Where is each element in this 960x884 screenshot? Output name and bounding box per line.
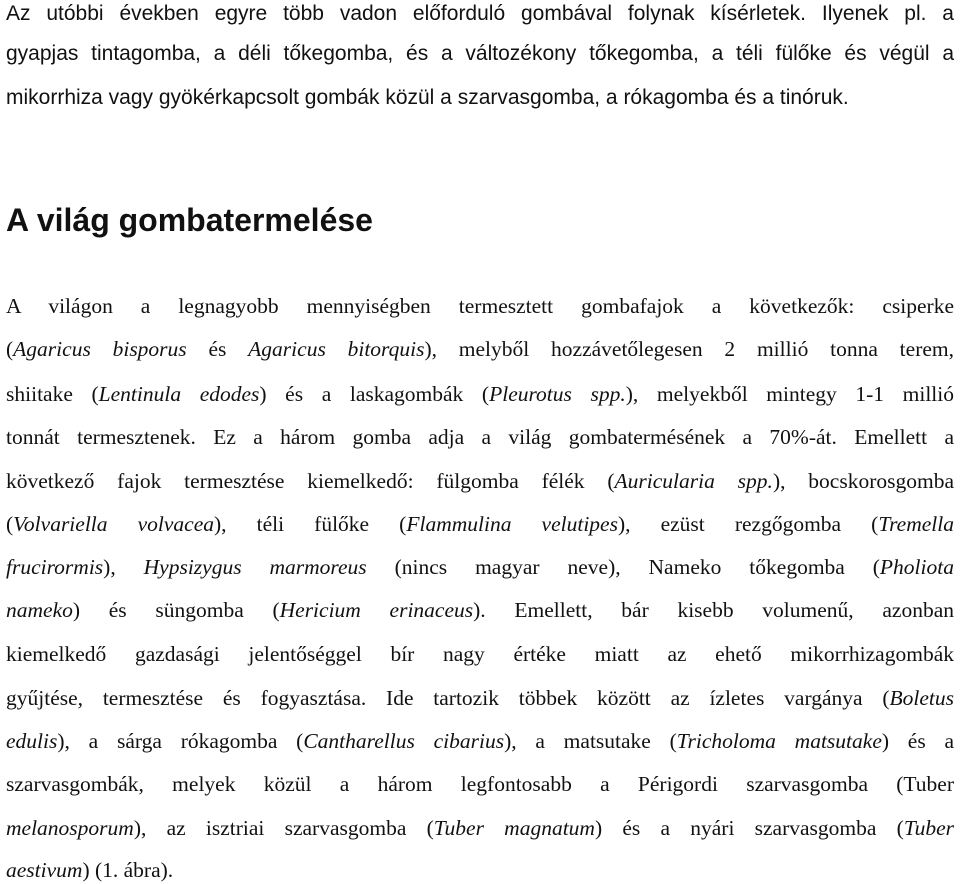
italic-species-name: Lentinula edodes [98, 382, 260, 406]
intro-line: Az utóbbi években egyre több vadon előforduló gombával folynak kísérletek. Ilyenek pl. a [6, 2, 954, 25]
text-run: ( [6, 512, 14, 536]
text-run: következő fajok termesztése kiemelkedő: fülgomba félék ( [6, 469, 615, 493]
italic-species-name: Agaricus bisporus [13, 337, 187, 361]
text-run: (nincs magyar neve), Nameko tőkegomba ( [366, 555, 880, 579]
text-run: ), melyekből mintegy 1-1 millió [625, 382, 955, 406]
italic-species-name: Agaricus bitorquis [248, 337, 425, 361]
italic-species-name: Auricularia spp. [614, 469, 773, 493]
italic-species-name: Tremella [878, 512, 954, 536]
text-run: ) és süngomba ( [72, 598, 280, 622]
body-line [6, 856, 954, 884]
italic-species-name: edulis [6, 729, 58, 753]
text-run: gyűjtése, termesztése és fogyasztása. Ide tartozik többek között az ízletes vargánya ( [6, 686, 890, 710]
text-run: ) és a [881, 729, 954, 753]
italic-species-name: Boletus [889, 686, 954, 710]
italic-species-name: nameko [6, 598, 73, 622]
text-run: ), az isztriai szarvasgomba ( [133, 816, 434, 840]
text-run: ), bocskorosgomba [772, 469, 954, 493]
text-run: ), melyből hozzávetőlegesen 2 millió tonna terem, [424, 337, 954, 361]
body-line [6, 335, 954, 363]
body-line [6, 684, 954, 712]
body-line [6, 380, 954, 408]
body-line: tonnát termesztenek. Ez a három gomba adja a világ gombatermésének a 70%-át. Emellett a [6, 425, 954, 449]
italic-species-name: Hericium erinaceus [279, 598, 474, 622]
body-line [6, 467, 954, 495]
italic-species-name: Tuber magnatum [433, 816, 595, 840]
italic-species-name: Volvariella volvacea [13, 512, 214, 536]
text-run: ), a sárga rókagomba ( [57, 729, 304, 753]
text-run: ) és a nyári szarvasgomba ( [594, 816, 904, 840]
body-line [6, 727, 954, 755]
italic-species-name: melanosporum [6, 816, 134, 840]
italic-species-name: Flammulina velutipes [406, 512, 618, 536]
text-run: ( [6, 337, 14, 361]
body-line [6, 510, 954, 538]
text-run: ) és a laskagombák ( [259, 382, 490, 406]
text-run: ), [103, 555, 144, 579]
italic-species-name: Pholiota [879, 555, 954, 579]
italic-species-name: aestivum [6, 858, 83, 882]
body-line [6, 553, 954, 581]
text-run: ), ezüst rezgőgomba ( [617, 512, 879, 536]
body-line: kiemelkedő gazdasági jelentőséggel bír nagy értéke miatt az ehető mikorrhizagombák [6, 642, 954, 666]
text-run: és [186, 337, 249, 361]
text-run: ) (1. ábra). [82, 858, 174, 882]
italic-species-name: frucirormis [6, 555, 104, 579]
body-line: A világon a legnagyobb mennyiségben termesztett gombafajok a következők: csiperke [6, 294, 954, 318]
italic-species-name: Hypsizygus marmoreus [143, 555, 367, 579]
italic-species-name: Cantharellus cibarius [303, 729, 505, 753]
italic-species-name: Tricholoma matsutake [676, 729, 882, 753]
intro-line: gyapjas tintagomba, a déli tőkegomba, és a változékony tőkegomba, a téli fülőke és végül a [6, 42, 954, 65]
body-line [6, 596, 954, 624]
text-run: ). Emellett, bár kisebb volumenű, azonban [473, 598, 954, 622]
italic-species-name: Tuber [903, 816, 954, 840]
body-line [6, 814, 954, 842]
section-heading: A világ gombatermelése [6, 202, 373, 238]
text-run: shiitake ( [6, 382, 99, 406]
italic-species-name: Pleurotus spp. [489, 382, 626, 406]
text-run: ), a matsutake ( [504, 729, 677, 753]
text-run: ), téli fülőke ( [214, 512, 407, 536]
body-line: szarvasgombák, melyek közül a három legfontosabb a Périgordi szarvasgomba (Tuber [6, 772, 954, 796]
intro-line: mikorrhiza vagy gyökérkapcsolt gombák közül a szarvasgomba, a rókagomba és a tinóruk. [6, 86, 849, 109]
